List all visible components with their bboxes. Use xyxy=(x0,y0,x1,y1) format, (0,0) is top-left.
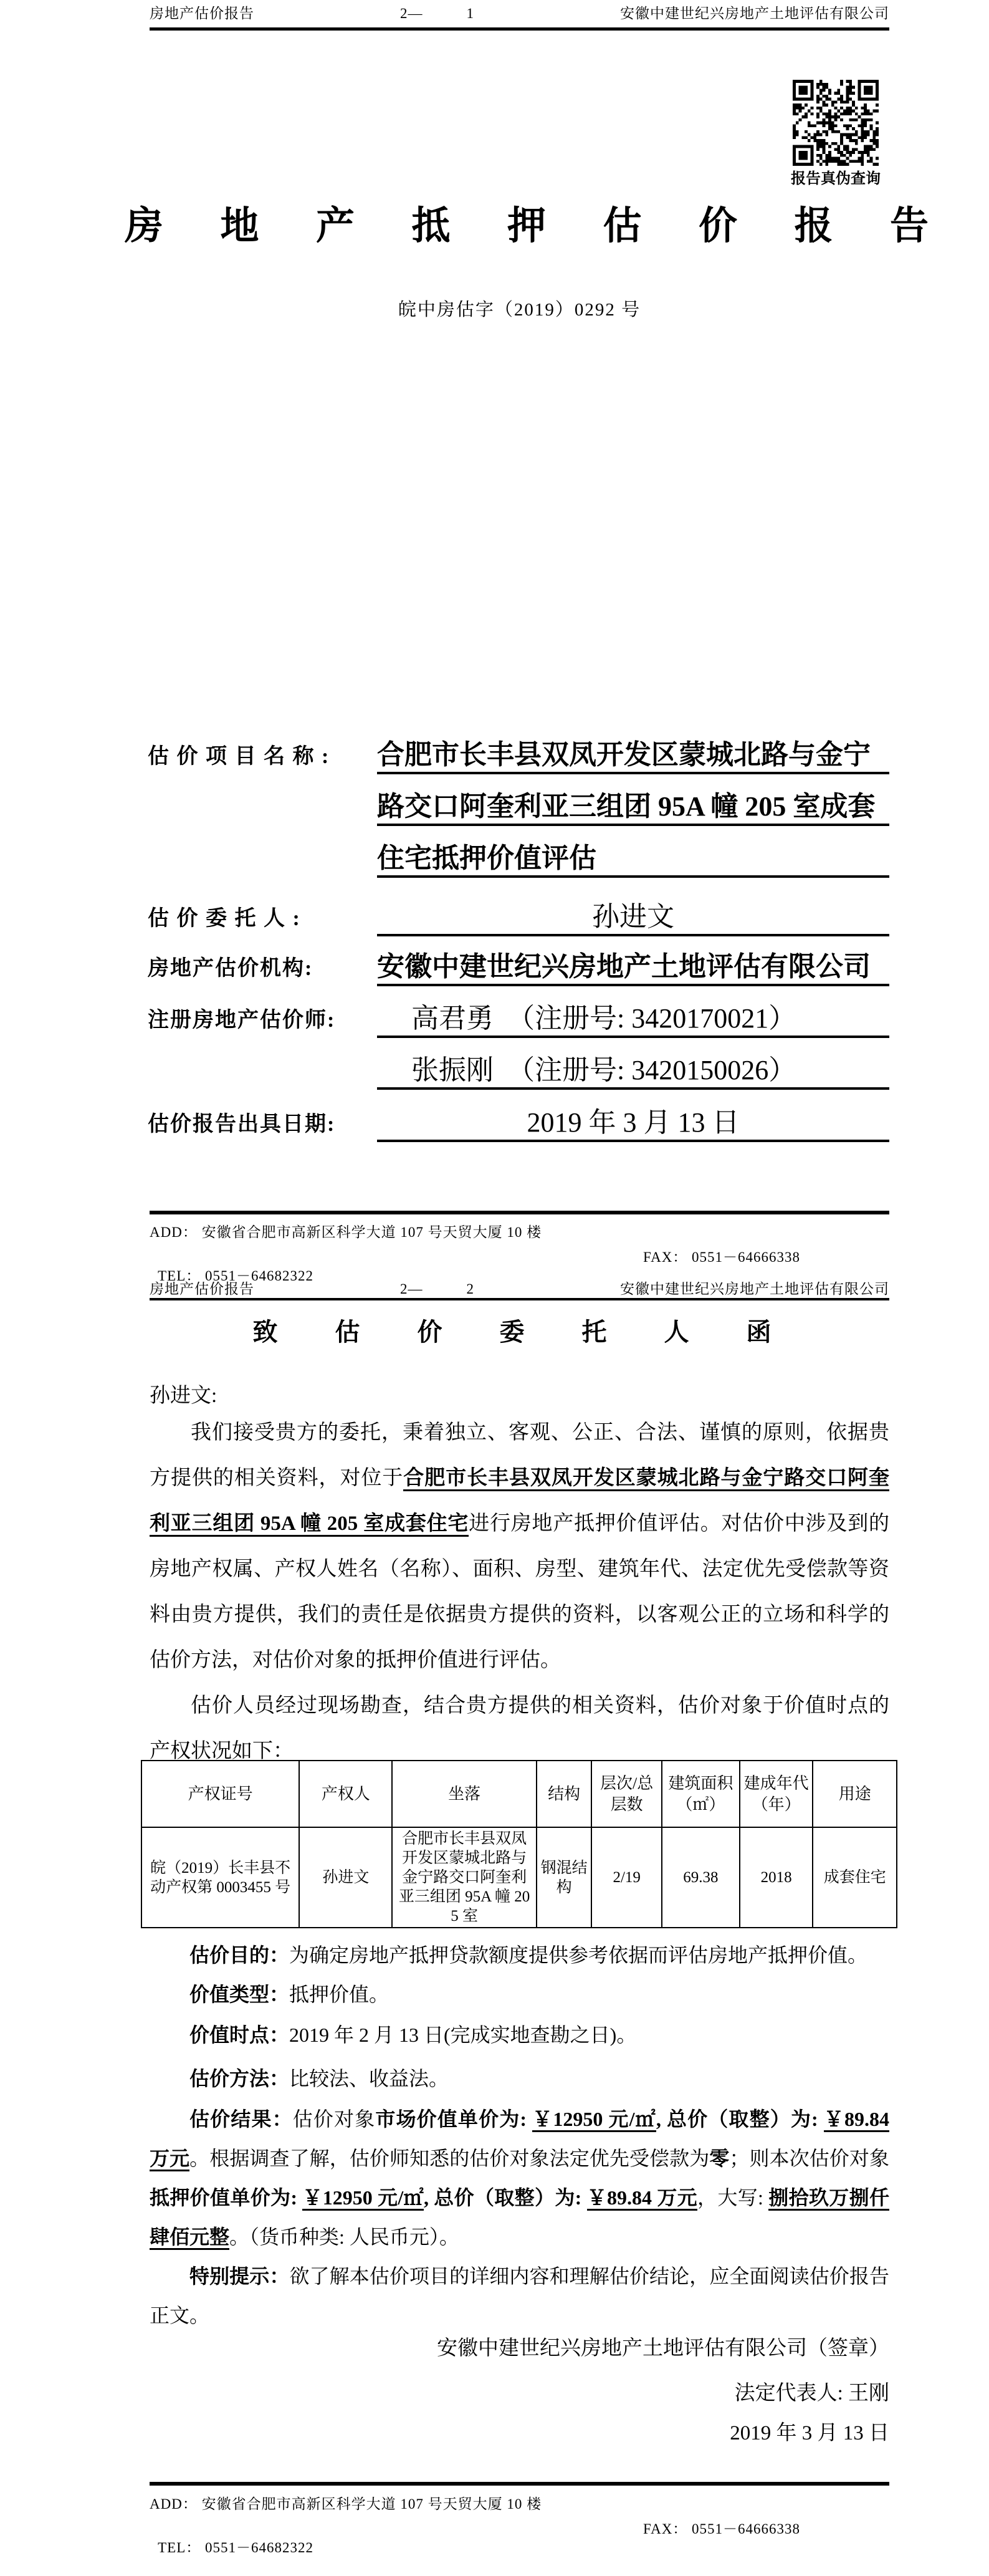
page2-footer-rule xyxy=(150,2482,889,2486)
text-segment: 市场价值单价为: xyxy=(375,2108,533,2130)
text-segment: 我们接受贵方的委托，秉着独立、客观、公正、合法、谨慎的原则，依据贵方提供的相关资料，对位于 xyxy=(150,1421,889,1489)
field-row xyxy=(148,949,889,986)
field-label: 估 价 委 托 人 : xyxy=(148,907,301,930)
text-segment: 零 xyxy=(709,2147,730,2170)
text-segment: 欲了解本估价项目的详细内容和理解估价结论，应全面阅读估价报告正文。 xyxy=(150,2265,889,2327)
table-header-row xyxy=(141,1761,897,1827)
table-cell: 皖（2019）长丰县不动产权第 0003455 号 xyxy=(141,1827,299,1928)
field-label xyxy=(148,874,377,878)
field-label: 注册房地产估价师: xyxy=(148,1009,336,1032)
report-number: 皖中房估字（2019）0292 号 xyxy=(398,300,641,320)
table-header-cell: 用途 xyxy=(813,1761,897,1827)
text-segment: 抵押价值单价为: xyxy=(150,2186,303,2209)
header-rule xyxy=(150,27,889,31)
footer-fax: FAX： 0551－64666338 xyxy=(643,1249,801,1265)
text-segment: 。根据调查了解，估价师知悉的估价对象法定优先受偿款为 xyxy=(189,2147,710,2170)
field-label: 估 价 项 目 名 称 : xyxy=(148,745,330,768)
table-cell: 合肥市长丰县双凤开发区蒙城北路与金宁路交口阿奎利亚三组团 95A 幢 205 室 xyxy=(392,1827,536,1928)
table-header-cell: 建筑面积（㎡） xyxy=(662,1761,740,1827)
field-row xyxy=(148,1001,889,1038)
text-segment: ￥89.84 万元 xyxy=(150,2108,889,2171)
field-value: 孙进文 xyxy=(377,900,889,936)
field-label: 估价报告出具日期: xyxy=(148,1113,336,1136)
footer-tel: TEL： 0551－64682322 xyxy=(158,2540,313,2555)
text-segment: 为确定房地产抵押贷款额度提供参考依据而评估房地产抵押价值。 xyxy=(289,1944,868,1966)
field-label xyxy=(148,822,377,826)
valuation-item xyxy=(150,2100,889,2257)
field-row xyxy=(148,1105,889,1142)
document-title: 房 地 产 抵 押 估 价 报 告 xyxy=(125,205,953,248)
text-segment: 估价人员经过现场勘查，结合贵方提供的相关资料，估价对象于价值时点的产权状况如下： xyxy=(150,1694,889,1762)
table-header-cell: 建成年代（年） xyxy=(740,1761,813,1827)
field-row xyxy=(148,840,889,878)
table-header-cell: 结构 xyxy=(537,1761,591,1827)
valuation-item xyxy=(150,2257,889,2335)
text-segment: 价值类型： xyxy=(189,1983,290,2006)
table-cell: 钢混结构 xyxy=(537,1827,591,1928)
signature-legal-rep: 法定代表人: 王刚 xyxy=(734,2382,889,2405)
header-rule xyxy=(150,1298,889,1300)
page1-footer-rule xyxy=(150,1211,889,1214)
valuation-item xyxy=(150,2016,889,2055)
text-segment: 抵押价值。 xyxy=(289,1983,389,2006)
signature-date: 2019 年 3 月 13 日 xyxy=(730,2422,889,2444)
field-row xyxy=(148,1052,889,1090)
field-value: 张振刚 （注册号: 3420150026） xyxy=(377,1054,889,1090)
page2-header xyxy=(150,1281,889,1298)
text-segment: ￥12950 元/㎡ xyxy=(532,2108,656,2132)
header-page-number: 2— 2 xyxy=(400,1281,474,1297)
valuation-item xyxy=(150,1936,889,1975)
table-data-row xyxy=(141,1827,897,1928)
page2-footer-address: ADD： 安徽省合肥市高新区科学大道 107 号天贸大厦 10 楼 xyxy=(150,2496,542,2512)
field-label xyxy=(148,1086,377,1090)
text-segment: ￥12950 元/㎡ xyxy=(302,2186,424,2211)
text-segment: 特别提示： xyxy=(189,2265,290,2287)
text-segment: 估价对象 xyxy=(292,2108,376,2130)
header-company-name: 安徽中建世纪兴房地产土地评估有限公司 xyxy=(620,6,889,21)
footer-tel: TEL： 0551－64682322 xyxy=(158,1268,313,1284)
field-value: 2019 年 3 月 13 日 xyxy=(377,1106,889,1142)
text-segment: , xyxy=(423,2186,434,2209)
text-segment: 价值时点： xyxy=(189,2024,290,2046)
table-cell: 69.38 xyxy=(662,1827,740,1928)
text-segment: 比较法、收益法。 xyxy=(289,2067,449,2090)
page2-footer-contacts xyxy=(150,2520,889,2576)
field-row xyxy=(148,737,889,774)
text-segment: , xyxy=(656,2108,667,2130)
text-segment: 估价结果： xyxy=(189,2108,293,2130)
text-segment: 总价（取整）为: xyxy=(666,2108,824,2130)
text-segment: ￥89.84 万元 xyxy=(587,2186,697,2211)
text-segment: 进行房地产抵押价值评估。对估价中涉及到的房地产权属、产权人姓名（名称）、面积、房型、建筑年代、法定优先受偿款等资料由贵方提供，我们的责任是依据贵方提供的资料，以客观公正的立场和科学的估价方法，对估价对象的抵押价值进行评估。 xyxy=(150,1512,890,1671)
text-segment: 总价（取整）为: xyxy=(434,2186,587,2209)
table-cell: 2018 xyxy=(740,1827,813,1928)
qr-caption: 报告真伪查询 xyxy=(791,171,881,187)
field-value: 合肥市长丰县双凤开发区蒙城北路与金宁 xyxy=(377,738,889,774)
table-cell: 成套住宅 xyxy=(813,1827,897,1928)
text-segment: 估价方法： xyxy=(189,2067,290,2090)
page1-footer-address: ADD： 安徽省合肥市高新区科学大道 107 号天贸大厦 10 楼 xyxy=(150,1224,542,1240)
table-header-cell: 产权人 xyxy=(299,1761,392,1827)
qr-code xyxy=(793,80,879,166)
signature-company: 安徽中建世纪兴房地产土地评估有限公司（签章） xyxy=(437,2337,889,2360)
field-row xyxy=(148,789,889,826)
footer-fax: FAX： 0551－64666338 xyxy=(643,2521,801,2537)
table-cell: 孙进文 xyxy=(299,1827,392,1928)
table-header-cell: 坐落 xyxy=(392,1761,536,1827)
field-value: 住宅抵押价值评估 xyxy=(377,842,889,878)
letter-title: 致 估 价 委 托 人 函 xyxy=(252,1318,786,1346)
text-segment: ；则本次估价对象 xyxy=(729,2147,889,2170)
text-segment: 2019 年 2 月 13 日(完成实地查勘之日)。 xyxy=(289,2024,637,2046)
field-label: 房地产估价机构: xyxy=(148,957,313,980)
text-segment: ，大写: xyxy=(697,2186,769,2209)
letter-salutation: 孙进文: xyxy=(150,1385,217,1407)
table-cell: 2/19 xyxy=(591,1827,662,1928)
header-page-number: 2— 1 xyxy=(400,6,474,21)
text-segment: 捌拾玖万捌仟肆佰元整 xyxy=(150,2186,889,2250)
text-segment: 估价目的： xyxy=(189,1944,290,1966)
field-value: 路交口阿奎利亚三组团 95A 幢 205 室成套 xyxy=(377,790,889,826)
page1-header xyxy=(150,5,889,22)
valuation-item xyxy=(150,2059,889,2098)
field-row xyxy=(148,899,889,936)
text-segment: 合肥市长丰县双凤开发区蒙城北路与金宁路交口阿奎利亚三组团 95A 幢 205 室成套住宅 xyxy=(150,1467,889,1537)
field-value: 高君勇 （注册号: 3420170021） xyxy=(377,1002,889,1038)
table-header-cell: 层次/总层数 xyxy=(591,1761,662,1827)
header-company-name: 安徽中建世纪兴房地产土地评估有限公司 xyxy=(620,1281,889,1297)
text-segment: 。（货币种类: 人民币元）。 xyxy=(229,2226,459,2248)
valuation-item xyxy=(150,1975,889,2014)
letter-paragraph-1 xyxy=(150,1410,889,1683)
header-doc-type: 房地产估价报告 xyxy=(150,1281,254,1297)
table-header-cell: 产权证号 xyxy=(141,1761,299,1827)
property-rights-table xyxy=(141,1760,897,1928)
field-value: 安徽中建世纪兴房地产土地评估有限公司 xyxy=(377,950,889,986)
header-doc-type: 房地产估价报告 xyxy=(150,6,254,21)
